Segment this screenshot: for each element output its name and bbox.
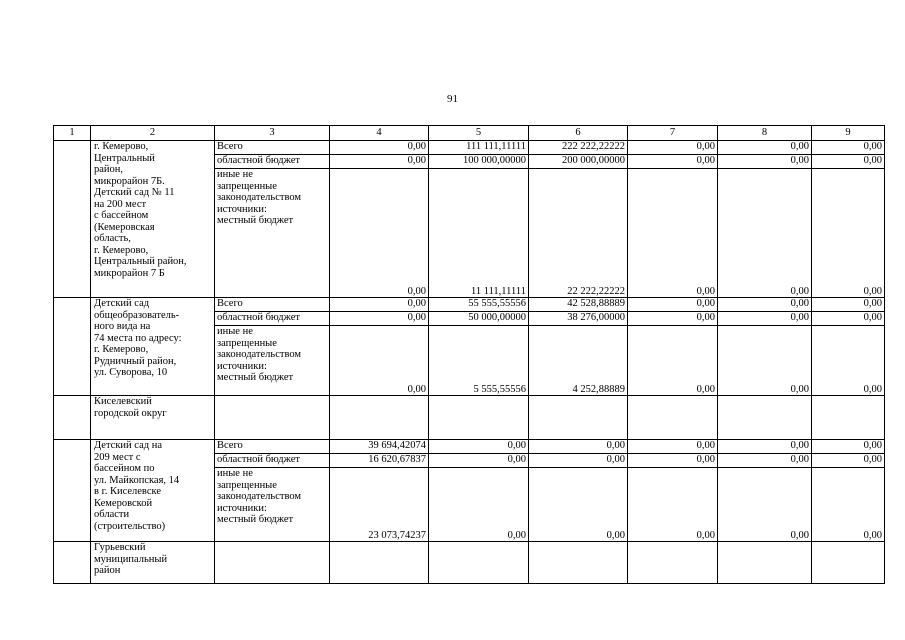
value-cell: 0,00 — [718, 440, 812, 454]
header-row — [54, 126, 885, 141]
value-cell: 0,00 — [628, 454, 718, 468]
empty-cell — [628, 542, 718, 584]
value-cell: 22 222,22222 — [529, 169, 628, 298]
value-cell: 4 252,88889 — [529, 326, 628, 396]
object-name: Детский сад на 209 мест с бассейном по ул. Майкопская, 14 в г. Киселевске Кемеровской области (строительство) — [91, 440, 215, 542]
value-cell: 0,00 — [628, 141, 718, 155]
value-cell: 0,00 — [628, 169, 718, 298]
column-header: 2 — [91, 126, 215, 141]
value-cell: 0,00 — [330, 312, 429, 326]
empty-cell — [215, 396, 330, 440]
value-cell: 55 555,55556 — [429, 298, 529, 312]
object-name: Детский сад общеобразователь- ного вида на 74 места по адресу: г. Кемерово, Рудничный район, ул. Суворова, 10 — [91, 298, 215, 396]
table-row — [54, 440, 885, 454]
empty-cell — [718, 396, 812, 440]
value-cell: 0,00 — [628, 312, 718, 326]
empty-cell — [429, 396, 529, 440]
funding-source: Всего — [215, 440, 330, 454]
funding-source: областной бюджет — [215, 312, 330, 326]
value-cell: 0,00 — [718, 141, 812, 155]
value-cell: 0,00 — [429, 454, 529, 468]
empty-cell — [429, 542, 529, 584]
empty-cell — [529, 542, 628, 584]
value-cell: 0,00 — [628, 298, 718, 312]
value-cell: 0,00 — [628, 440, 718, 454]
index-cell — [54, 141, 91, 298]
empty-cell — [215, 542, 330, 584]
column-header: 9 — [812, 126, 885, 141]
value-cell: 42 528,88889 — [529, 298, 628, 312]
value-cell: 0,00 — [718, 312, 812, 326]
value-cell: 0,00 — [812, 298, 885, 312]
empty-cell — [529, 396, 628, 440]
funding-source: иные не запрещенные законодательством источники: местный бюджет — [215, 468, 330, 542]
value-cell: 0,00 — [812, 169, 885, 298]
empty-cell — [330, 396, 429, 440]
empty-cell — [812, 542, 885, 584]
value-cell: 0,00 — [718, 468, 812, 542]
value-cell: 0,00 — [529, 454, 628, 468]
value-cell: 0,00 — [529, 440, 628, 454]
value-cell: 100 000,00000 — [429, 155, 529, 169]
value-cell: 38 276,00000 — [529, 312, 628, 326]
value-cell: 0,00 — [330, 141, 429, 155]
index-cell — [54, 396, 91, 440]
value-cell: 0,00 — [812, 440, 885, 454]
section-name: Гурьевский муниципальный район — [91, 542, 215, 584]
value-cell: 0,00 — [812, 312, 885, 326]
index-cell — [54, 542, 91, 584]
value-cell: 0,00 — [330, 169, 429, 298]
column-header: 3 — [215, 126, 330, 141]
empty-cell — [718, 542, 812, 584]
funding-source: областной бюджет — [215, 155, 330, 169]
funding-source: иные не запрещенные законодательством источники: местный бюджет — [215, 326, 330, 396]
object-name: г. Кемерово, Центральный район, микрорайон 7Б. Детский сад № 11 на 200 мест с бассейном (Кемеровская область, г. Кемерово, Центральный район, микрорайон 7 Б — [91, 141, 215, 298]
section-row — [54, 542, 885, 584]
value-cell: 23 073,74237 — [330, 468, 429, 542]
value-cell: 200 000,00000 — [529, 155, 628, 169]
value-cell: 11 111,11111 — [429, 169, 529, 298]
column-header: 6 — [529, 126, 628, 141]
column-header: 4 — [330, 126, 429, 141]
value-cell: 16 620,67837 — [330, 454, 429, 468]
value-cell: 0,00 — [812, 454, 885, 468]
table-row — [54, 141, 885, 155]
funding-source: областной бюджет — [215, 454, 330, 468]
value-cell: 111 111,11111 — [429, 141, 529, 155]
value-cell: 5 555,55556 — [429, 326, 529, 396]
empty-cell — [330, 542, 429, 584]
section-row — [54, 396, 885, 440]
value-cell: 0,00 — [718, 169, 812, 298]
section-name: Киселевский городской округ — [91, 396, 215, 440]
column-header: 7 — [628, 126, 718, 141]
value-cell: 0,00 — [330, 326, 429, 396]
table-row — [54, 298, 885, 312]
value-cell: 0,00 — [330, 298, 429, 312]
value-cell: 0,00 — [812, 155, 885, 169]
value-cell: 0,00 — [718, 454, 812, 468]
column-header: 8 — [718, 126, 812, 141]
column-header: 5 — [429, 126, 529, 141]
value-cell: 39 694,42074 — [330, 440, 429, 454]
column-header: 1 — [54, 126, 91, 141]
value-cell: 0,00 — [718, 326, 812, 396]
value-cell: 0,00 — [529, 468, 628, 542]
value-cell: 0,00 — [812, 141, 885, 155]
page-number: 91 — [447, 93, 458, 105]
budget-table — [53, 125, 885, 584]
funding-source: Всего — [215, 141, 330, 155]
empty-cell — [812, 396, 885, 440]
value-cell: 0,00 — [628, 468, 718, 542]
value-cell: 0,00 — [628, 326, 718, 396]
value-cell: 0,00 — [718, 155, 812, 169]
value-cell: 222 222,22222 — [529, 141, 628, 155]
value-cell: 50 000,00000 — [429, 312, 529, 326]
value-cell: 0,00 — [718, 298, 812, 312]
index-cell — [54, 298, 91, 396]
value-cell: 0,00 — [812, 326, 885, 396]
index-cell — [54, 440, 91, 542]
value-cell: 0,00 — [429, 440, 529, 454]
value-cell: 0,00 — [330, 155, 429, 169]
value-cell: 0,00 — [812, 468, 885, 542]
value-cell: 0,00 — [628, 155, 718, 169]
funding-source: иные не запрещенные законодательством источники: местный бюджет — [215, 169, 330, 298]
value-cell: 0,00 — [429, 468, 529, 542]
funding-source: Всего — [215, 298, 330, 312]
empty-cell — [628, 396, 718, 440]
